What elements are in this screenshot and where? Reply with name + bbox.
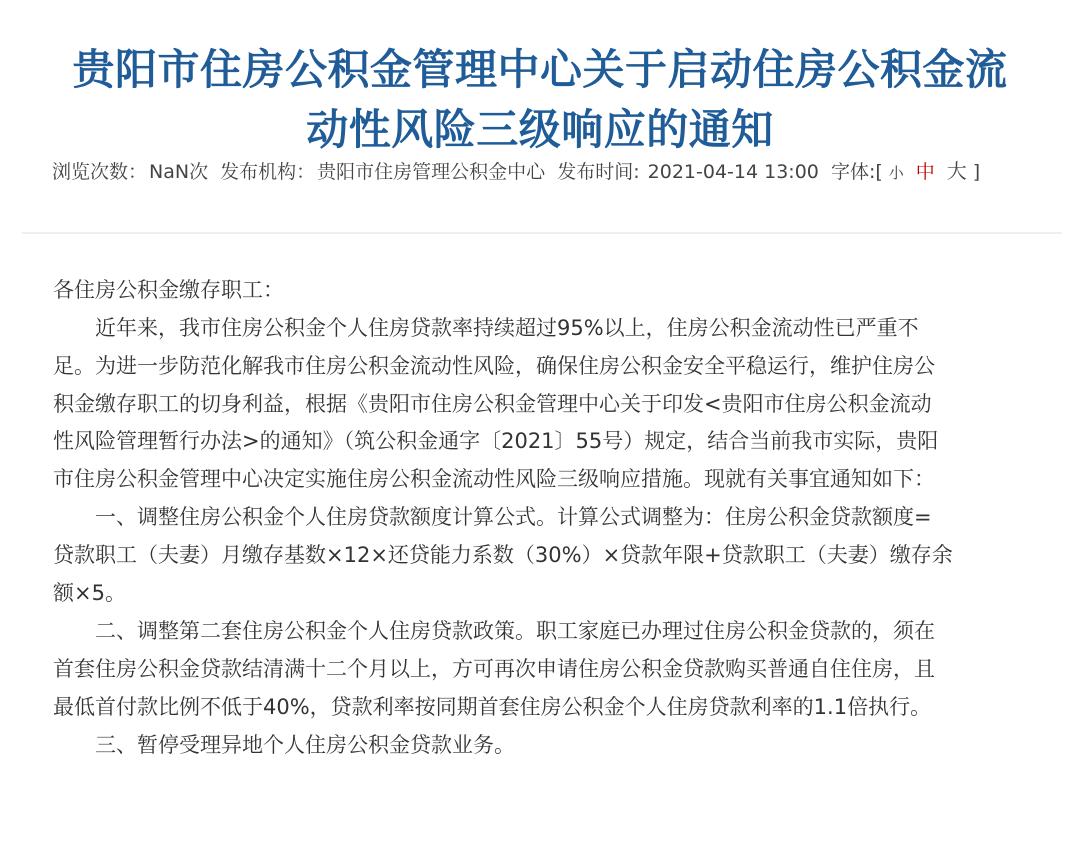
intro-line: 市住房公积金管理中心决定实施住房公积金流动性风险三级响应措施。现就有关事宜通知如下：: [53, 467, 935, 492]
item-1-line: 额×5。: [53, 580, 126, 605]
font-size-label: 字体:[: [830, 161, 883, 183]
intro-line: 足。为进一步防范化解我市住房公积金流动性风险，确保住房公积金安全平稳运行，维护住房公: [53, 353, 935, 378]
item-1-line: 贷款职工（夫妻）月缴存基数×12×还贷能力系数（30%）×贷款年限+贷款职工（夫妻）缴存余: [53, 543, 953, 568]
font-size-close: ]: [972, 161, 981, 183]
item-3-paragraph: [53, 727, 1033, 765]
font-size-large-link[interactable]: 大: [946, 159, 967, 183]
item-2-line: 二、调整第二套住房公积金个人住房贷款政策。职工家庭已办理过住房公积金贷款的，须在: [95, 619, 935, 644]
views-value: NaN次: [149, 161, 209, 183]
publish-time-value: 2021-04-14 13:00: [647, 161, 819, 183]
item-2-line: 首套住房公积金贷款结清满十二个月以上，方可再次申请住房公积金贷款购买普通自住住房，且: [53, 656, 935, 681]
article-meta: [52, 154, 980, 190]
font-size-small-link[interactable]: 小: [888, 164, 904, 182]
intro-line: 近年来，我市住房公积金个人住房贷款率持续超过95%以上，住房公积金流动性已严重不: [95, 316, 919, 341]
font-size-medium-link[interactable]: 中: [915, 161, 935, 183]
salutation-paragraph: [53, 272, 1033, 310]
intro-paragraph: [53, 310, 1033, 499]
views-label: 浏览次数：: [52, 161, 148, 183]
item-1-paragraph: [53, 499, 1033, 612]
item-1-line: 一、调整住房公积金个人住房贷款额度计算公式。计算公式调整为：住房公积金贷款额度=: [95, 505, 932, 530]
item-2-paragraph: [53, 613, 1033, 726]
article-title: [0, 40, 1080, 160]
article-body: [53, 272, 1033, 765]
publisher-value: 贵阳市住房管理公积金中心: [317, 161, 546, 183]
publisher-label: 发布机构：: [220, 161, 316, 183]
publish-time-label: 发布时间:: [557, 161, 640, 183]
intro-line: 性风险管理暂行办法>的通知》（筑公积金通字〔2021〕55号）规定，结合当前我市实际，贵阳: [53, 429, 939, 454]
salutation: 各住房公积金缴存职工：: [53, 278, 284, 302]
item-2-line: 最低首付款比例不低于40%，贷款利率按同期首套住房公积金个人住房贷款利率的1.1倍执行。: [53, 694, 932, 719]
header-divider: [22, 232, 1062, 234]
intro-line: 积金缴存职工的切身利益，根据《贵阳市住房公积金管理中心关于印发<贵阳市住房公积金流动: [53, 391, 932, 416]
item-3-line: 三、暂停受理异地个人住房公积金贷款业务。: [95, 732, 515, 757]
article-title-line-1: 贵阳市住房公积金管理中心关于启动住房公积金流: [72, 45, 1008, 95]
article-title-line-2: 动性风险三级响应的通知: [306, 105, 774, 155]
